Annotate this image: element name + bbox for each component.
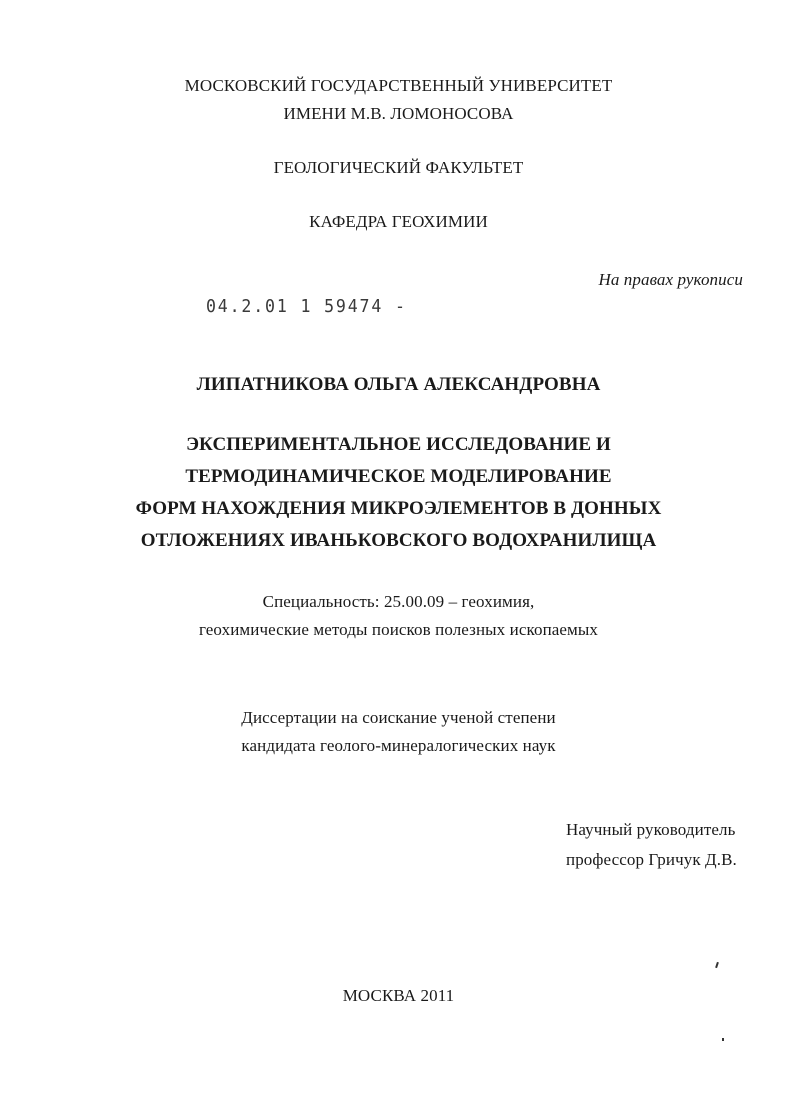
author-name: ЛИПАТНИКОВА ОЛЬГА АЛЕКСАНДРОВНА	[196, 374, 601, 395]
specialty-line2: геохимические методы поисков полезных ископаемых	[198, 620, 599, 639]
faculty-name: ГЕОЛОГИЧЕСКИЙ ФАКУЛЬТЕТ	[273, 158, 524, 177]
thesis-title-line4: ОТЛОЖЕНИЯХ ИВАНЬКОВСКОГО ВОДОХРАНИЛИЩА	[140, 530, 657, 551]
scan-speck-mark	[722, 1038, 724, 1041]
thesis-title-line3: ФОРМ НАХОЖДЕНИЯ МИКРОЭЛЕМЕНТОВ В ДОННЫХ	[135, 498, 662, 519]
thesis-title-line2: ТЕРМОДИНАМИЧЕСКОЕ МОДЕЛИРОВАНИЕ	[185, 466, 612, 487]
manuscript-note: На правах рукописи	[598, 270, 743, 289]
supervisor-name: профессор Гричук Д.В.	[566, 850, 737, 869]
specialty-line1: Специальность: 25.00.09 – геохимия,	[262, 592, 535, 611]
thesis-title-line1: ЭКСПЕРИМЕНТАЛЬНОЕ ИССЛЕДОВАНИЕ И	[186, 434, 611, 455]
degree-line2: кандидата геолого-минералогических наук	[241, 736, 556, 755]
library-stamp-number: 04.2.01 1 59474 -	[206, 296, 407, 317]
supervisor-role: Научный руководитель	[566, 820, 736, 839]
scan-speck-mark	[715, 962, 719, 968]
department-name: КАФЕДРА ГЕОХИМИИ	[309, 212, 488, 231]
city-year: МОСКВА 2011	[342, 986, 455, 1005]
university-name-line1: МОСКОВСКИЙ ГОСУДАРСТВЕННЫЙ УНИВЕРСИТЕТ	[184, 76, 613, 95]
university-name-line2: ИМЕНИ М.В. ЛОМОНОСОВА	[283, 104, 514, 123]
degree-line1: Диссертации на соискание ученой степени	[241, 708, 556, 727]
